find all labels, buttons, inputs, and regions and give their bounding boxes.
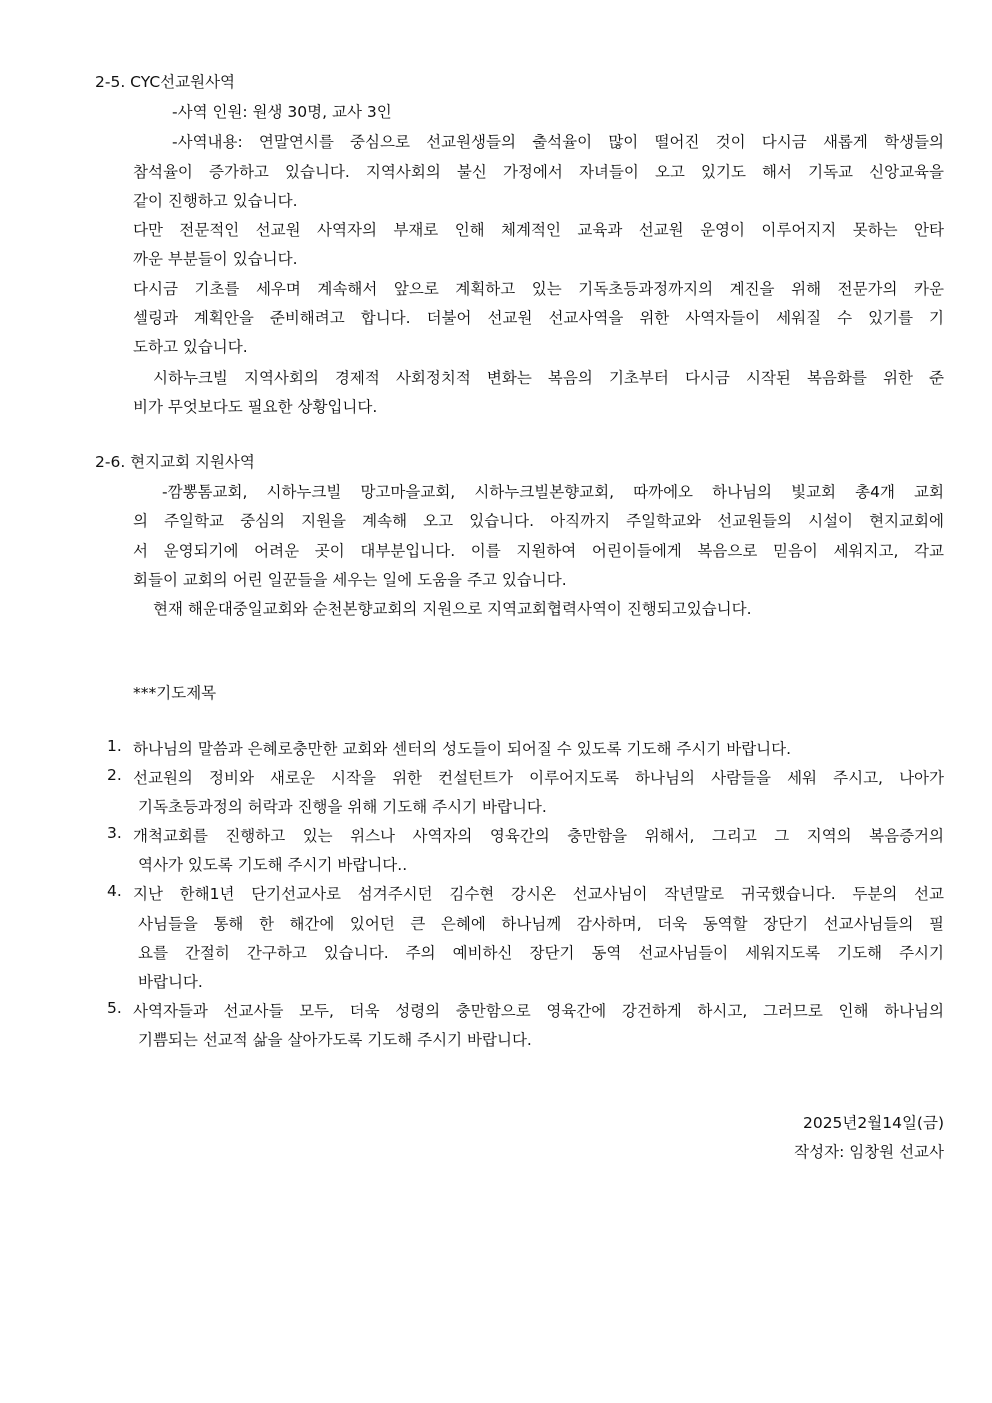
prayer-item-line: 역사가 있도록 기도해 주시기 바랍니다..: [138, 856, 408, 874]
section-2-6-heading: 2-6. 현지교회 지원사역: [95, 453, 255, 471]
prayer-item-line: 기독초등과정의 허락과 진행을 위해 기도해 주시기 바랍니다.: [138, 798, 547, 816]
prayer-item-line: 사역자들과 선교사들 모두, 더욱 성령의 충만함으로 영육간에 강건하게 하시고, 그러므로 인해 하나님의: [133, 1002, 944, 1020]
section-2-6-line: 회들이 교회의 어린 일꾼들을 세우는 일에 도움을 주고 있습니다.: [133, 571, 567, 589]
section-2-5-line: 비가 무엇보다도 필요한 상황입니다.: [133, 398, 378, 416]
prayer-item-line: 기쁨되는 선교적 삶을 살아가도록 기도해 주시기 바랍니다.: [138, 1031, 532, 1049]
section-2-5-line: 시하누크빌 지역사회의 경제적 사회정치적 변화는 복음의 기초부터 다시금 시작된 복음화를 위한 준: [153, 369, 944, 387]
prayer-item-number: 2.: [107, 766, 122, 784]
section-2-5-heading: 2-5. CYC선교원사역: [95, 73, 236, 91]
section-2-5-line: 같이 진행하고 있습니다.: [133, 192, 298, 210]
prayer-item-line: 사님들을 통해 한 해간에 있어던 큰 은혜에 하나님께 감사하며, 더욱 동역할 장단기 선교사님들의 필: [138, 915, 944, 933]
prayer-item-number: 5.: [107, 999, 122, 1017]
prayer-item-line: 선교원의 정비와 새로운 시작을 위한 컨설턴트가 이루어지도록 하나님의 사람들을 세워 주시고, 나아가: [133, 769, 944, 787]
prayer-item-number: 4.: [107, 882, 122, 900]
prayer-item-line: 바랍니다.: [138, 973, 203, 991]
prayer-item-line: 개척교회를 진행하고 있는 위스나 사역자의 영육간의 충만함을 위해서, 그리고 그 지역의 복음증거의: [133, 827, 944, 845]
section-2-5-line: 까운 부분들이 있습니다.: [133, 250, 298, 268]
prayer-title: ***기도제목: [133, 684, 217, 702]
prayer-item-line: 지난 한해1년 단기선교사로 섬겨주시던 김수현 강시온 선교사님이 작년말로 귀국했습니다. 두분의 선교: [133, 885, 944, 903]
section-2-6-line: 의 주일학교 중심의 지원을 계속해 오고 있습니다. 아직까지 주일학교와 선교원들의 시설이 현지교회에: [133, 512, 944, 530]
section-2-5-line: 다시금 기초를 세우며 계속해서 앞으로 계획하고 있는 기독초등과정까지의 계진을 위해 전문가의 카운: [133, 280, 944, 298]
section-2-5-staff: -사역 인원: 원생 30명, 교사 3인: [172, 103, 392, 121]
document-author: 작성자: 임창원 선교사: [794, 1143, 944, 1161]
section-2-5-line: 참석율이 증가하고 있습니다. 지역사회의 불신 가정에서 자녀들이 오고 있기도 해서 기독교 신앙교육을: [133, 163, 944, 181]
section-2-5-line: 다만 전문적인 선교원 사역자의 부재로 인해 체계적인 교육과 선교원 운영이 이루어지지 못하는 안타: [133, 221, 944, 239]
prayer-item-line: 요를 간절히 간구하고 있습니다. 주의 예비하신 장단기 동역 선교사님들이 세워지도록 기도해 주시기: [138, 944, 944, 962]
section-2-6-line: -깜뽕톰교회, 시하누크빌 망고마을교회, 시하누크빌본향교회, 따까에오 하나님의 빛교회 총4개 교회: [162, 483, 944, 501]
section-2-6-line: 현재 해운대중일교회와 순천본향교회의 지원으로 지역교회협력사역이 진행되고있습니다.: [153, 600, 752, 618]
section-2-5-line: 도하고 있습니다.: [133, 338, 248, 356]
section-2-5-line: 셀링과 계획안을 준비해려고 합니다. 더불어 선교원 선교사역을 위한 사역자들이 세워질 수 있기를 기: [133, 309, 944, 327]
prayer-item-number: 1.: [107, 737, 122, 755]
prayer-item-line: 하나님의 말씀과 은혜로충만한 교회와 센터의 성도들이 되어질 수 있도록 기도해 주시기 바랍니다.: [133, 740, 792, 758]
document-date: 2025년2월14일(금): [802, 1114, 944, 1132]
section-2-6-line: 서 운영되기에 어려운 곳이 대부분입니다. 이를 지원하여 어린이들에게 복음으로 믿음이 세워지고, 각교: [133, 542, 944, 560]
prayer-item-number: 3.: [107, 824, 122, 842]
section-2-5-line: -사역내용: 연말연시를 중심으로 선교원생들의 출석율이 많이 떨어진 것이 다시금 새롭게 학생들의: [172, 133, 944, 151]
